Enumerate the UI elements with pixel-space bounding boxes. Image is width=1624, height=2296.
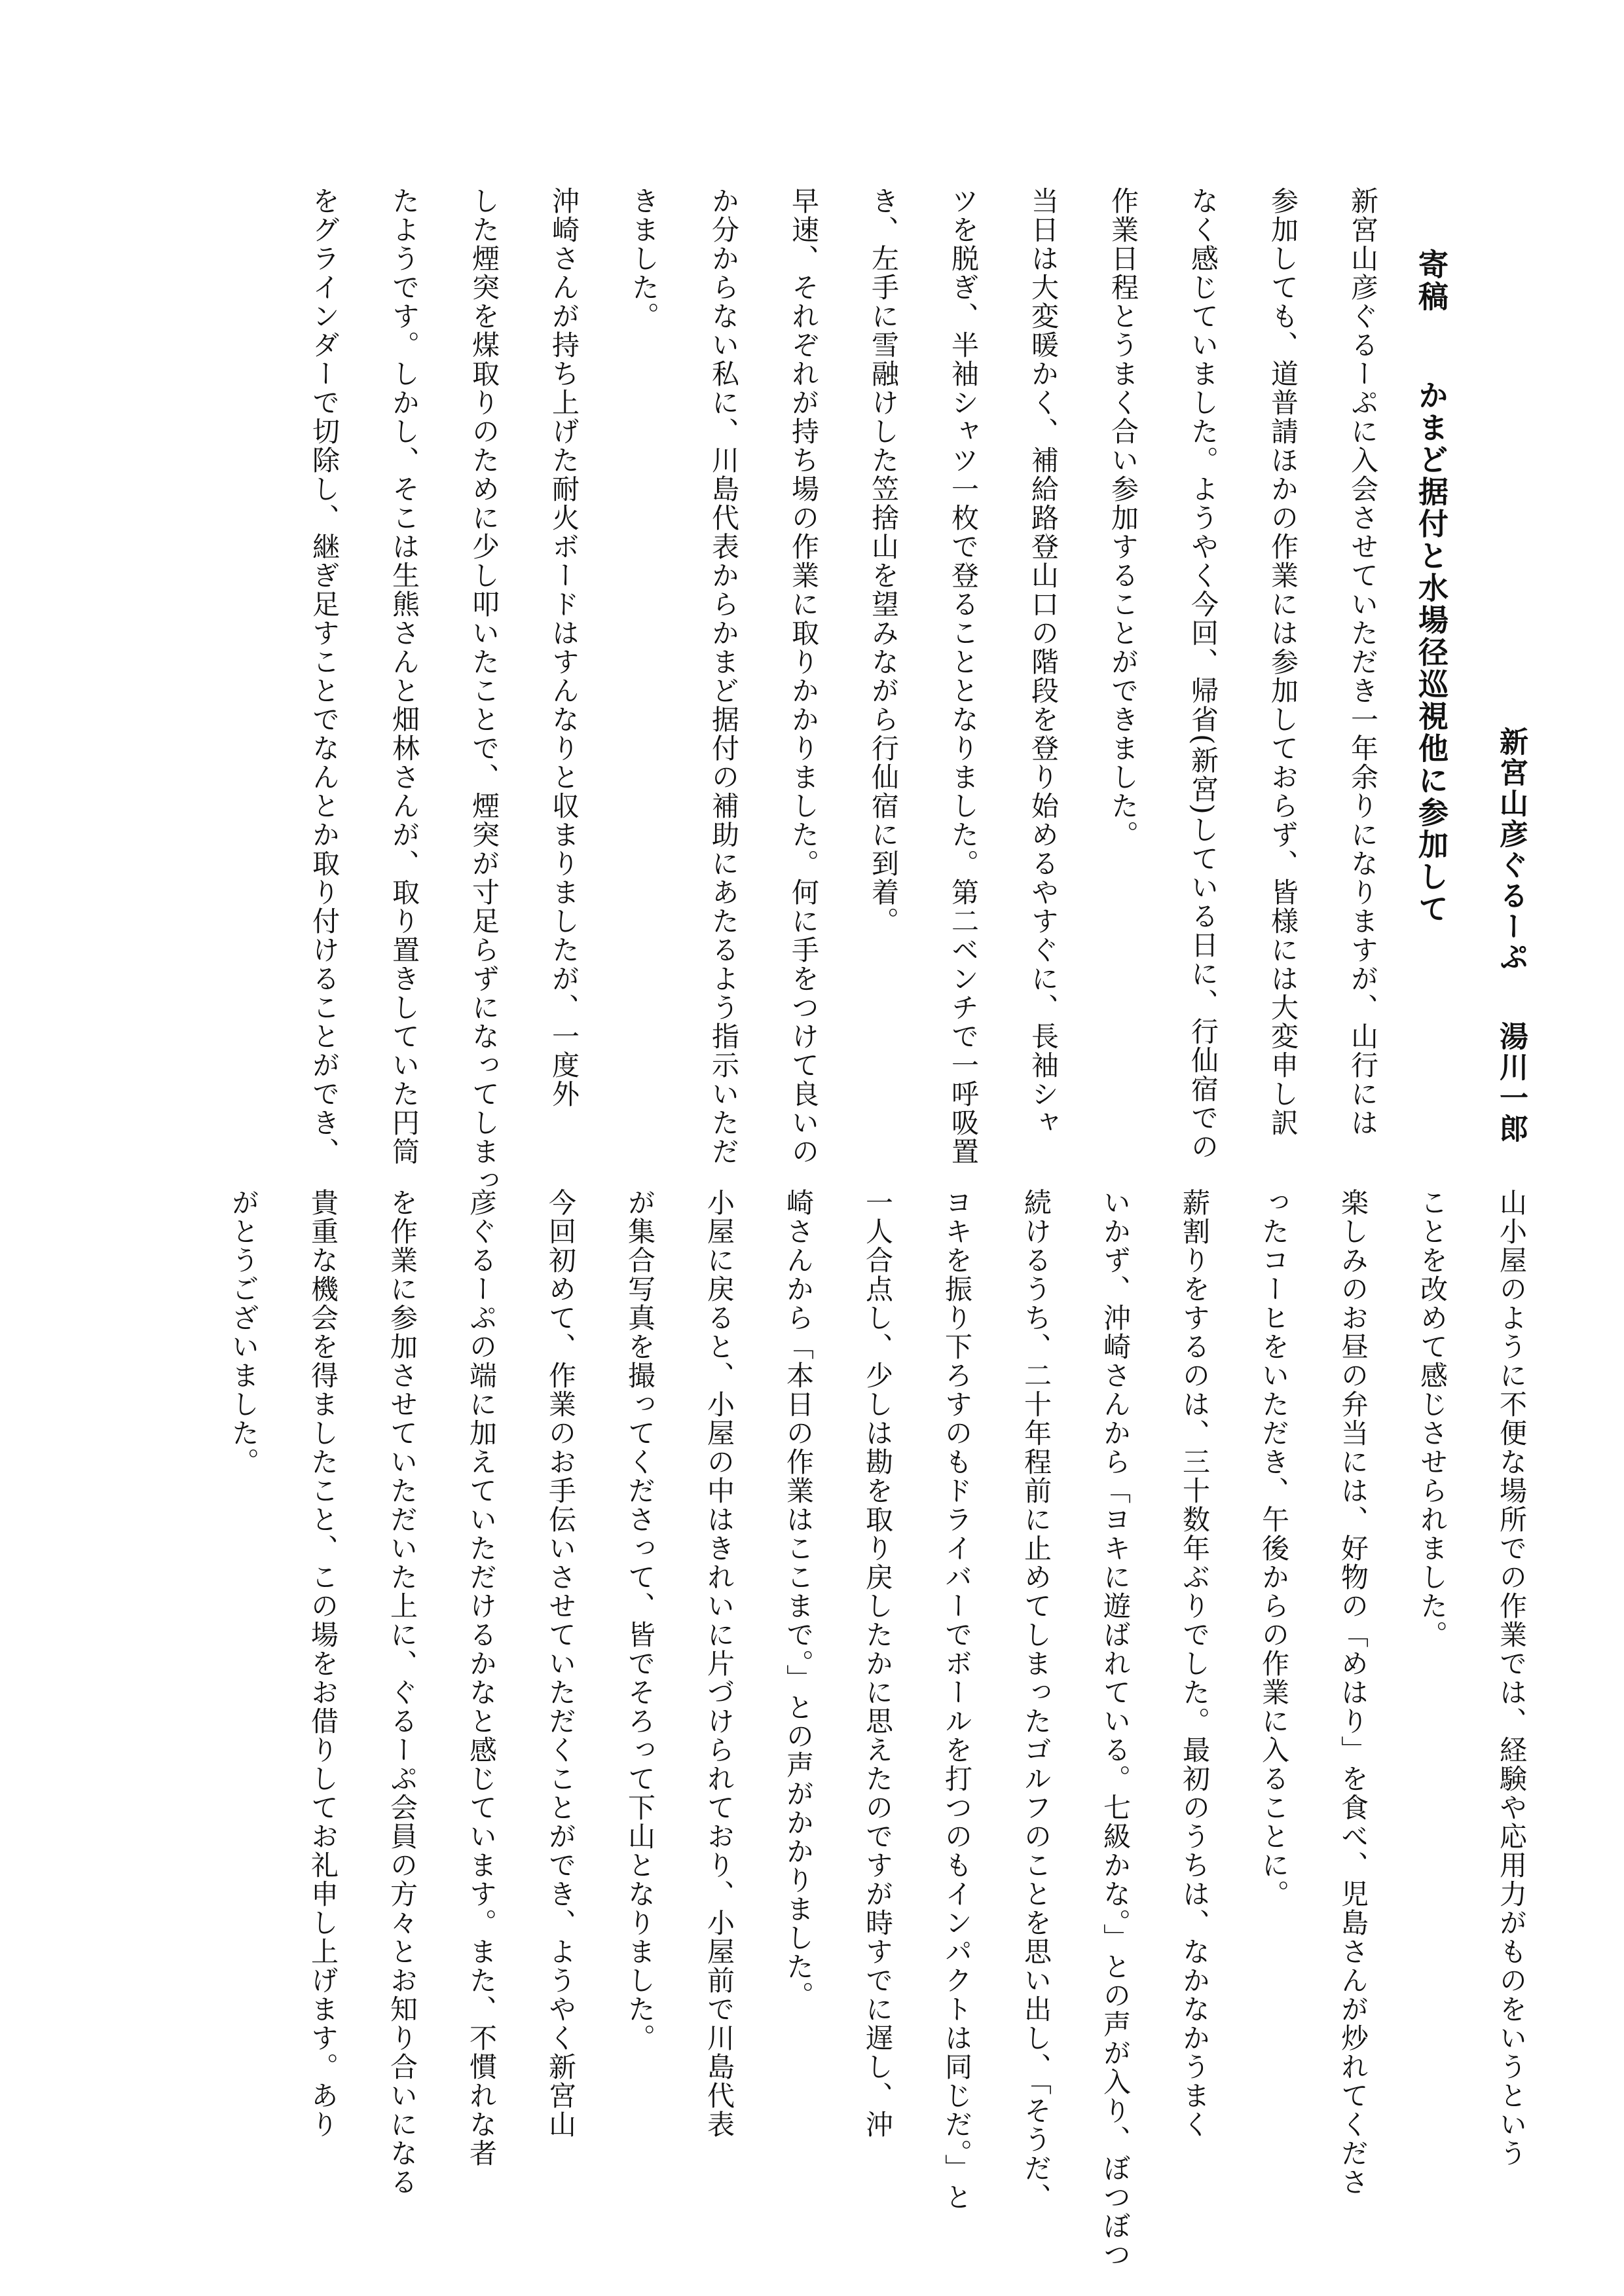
upper-line: たようです。しかし、そこは生熊さんと畑林さんが、取り置きしていた円筒 — [388, 187, 420, 1166]
lower-line: 一人合点し、少しは勘を取り戻したかに思えたのですが時すでに遅し、沖 — [862, 1188, 894, 2139]
lower-line: 彦ぐるーぷの端に加えていただけるかなと感じています。また、不慣れな者 — [466, 1188, 498, 2168]
upper-line: 新宮山彦ぐるーぷに入会させていただき一年余りになりますが、山行には — [1347, 187, 1379, 1137]
lower-line: ことを改めて感じさせられました。 — [1416, 1188, 1449, 1649]
lower-line: 続けるうち、二十年程前に止めてしまったゴルフのことを思い出し、「そうだ、 — [1020, 1188, 1052, 2212]
upper-line: をグラインダーで切除し、継ぎ足すことでなんとか取り付けることができ、 — [308, 187, 341, 1166]
upper-line: 作業日程とうまく合い参加することができました。 — [1107, 187, 1139, 849]
lower-line: 小屋に戻ると、小屋の中はきれいに片づけられており、小屋前で川島代表 — [703, 1188, 735, 2139]
upper-line: なく感じていました。ようやく今回、帰省(新宮)している日に、行仙宿での — [1187, 187, 1219, 1161]
lower-line: ったコーヒをいただき、午後からの作業に入ることに。 — [1258, 1188, 1290, 1908]
upper-line: 当日は大変暖かく、補給路登山口の階段を登り始めるやすぐに、長袖シャ — [1027, 187, 1060, 1137]
lower-line: いかず、沖崎さんから「ヨキに遊ばれている。七級かな。」との声が入り、ぼつぼつ — [1099, 1188, 1132, 2269]
article-label: 寄稿 — [1414, 249, 1449, 313]
upper-line: きました。 — [628, 187, 660, 331]
lower-line: 楽しみのお昼の弁当には、好物の「めはり」を食べ、児島さんが炒れてくださ — [1337, 1188, 1369, 2196]
lower-line: を作業に参加させていただいた上に、ぐるーぷ会員の方々とお知り合いになる — [386, 1188, 418, 2196]
lower-line: 今回初めて、作業のお手伝いさせていただくことができ、ようやく新宮山 — [545, 1188, 577, 2139]
article-title: かまど据付と水場径巡視他に参加して — [1414, 380, 1449, 925]
upper-line: 沖崎さんが持ち上げた耐火ボードはすんなりと収まりましたが、一度外 — [548, 187, 580, 1108]
upper-line: か分からない私に、川島代表からかまど据付の補助にあたるよう指示いただ — [708, 187, 740, 1166]
lower-line: 薪割りをするのは、三十数年ぶりでした。最初のうちは、なかなかうまく — [1179, 1188, 1211, 2139]
upper-line: した煙突を煤取りのために少し叩いたことで、煙突が寸足らずになってしまっ — [468, 187, 500, 1195]
upper-line: 早速、それぞれが持ち場の作業に取りかかりました。何に手をつけて良いの — [788, 187, 820, 1166]
upper-line: き、左手に雪融けした笠捨山を望みながら行仙宿に到着。 — [868, 187, 900, 936]
lower-line: が集合写真を撮ってくださって、皆でそろって下山となりました。 — [624, 1188, 656, 2052]
lower-line: ヨキを振り下ろすのもドライバーでボールを打つのもインパクトは同じだ。」と — [941, 1188, 973, 2212]
upper-line: ツを脱ぎ、半袖シャツ一枚で登ることとなりました。第二ベンチで一呼吸置 — [948, 187, 980, 1166]
author-group: 新宮山彦ぐるーぷ — [1494, 727, 1528, 973]
upper-line: 参加しても、道普請ほかの作業には参加しておらず、皆様には大変申し訳 — [1267, 187, 1299, 1137]
lower-line: 山小屋のように不便な場所での作業では、経験や応用力がものをいうという — [1496, 1188, 1528, 2168]
lower-line: 貴重な機会を得ましたこと、この場をお借りしてお礼申し上げます。あり — [307, 1188, 339, 2139]
lower-line: がとうございました。 — [228, 1188, 260, 1476]
lower-line: 崎さんから「本日の作業はここまで。」との声がかかりました。 — [783, 1188, 815, 2010]
author-name: 湯川一郎 — [1494, 1021, 1528, 1144]
